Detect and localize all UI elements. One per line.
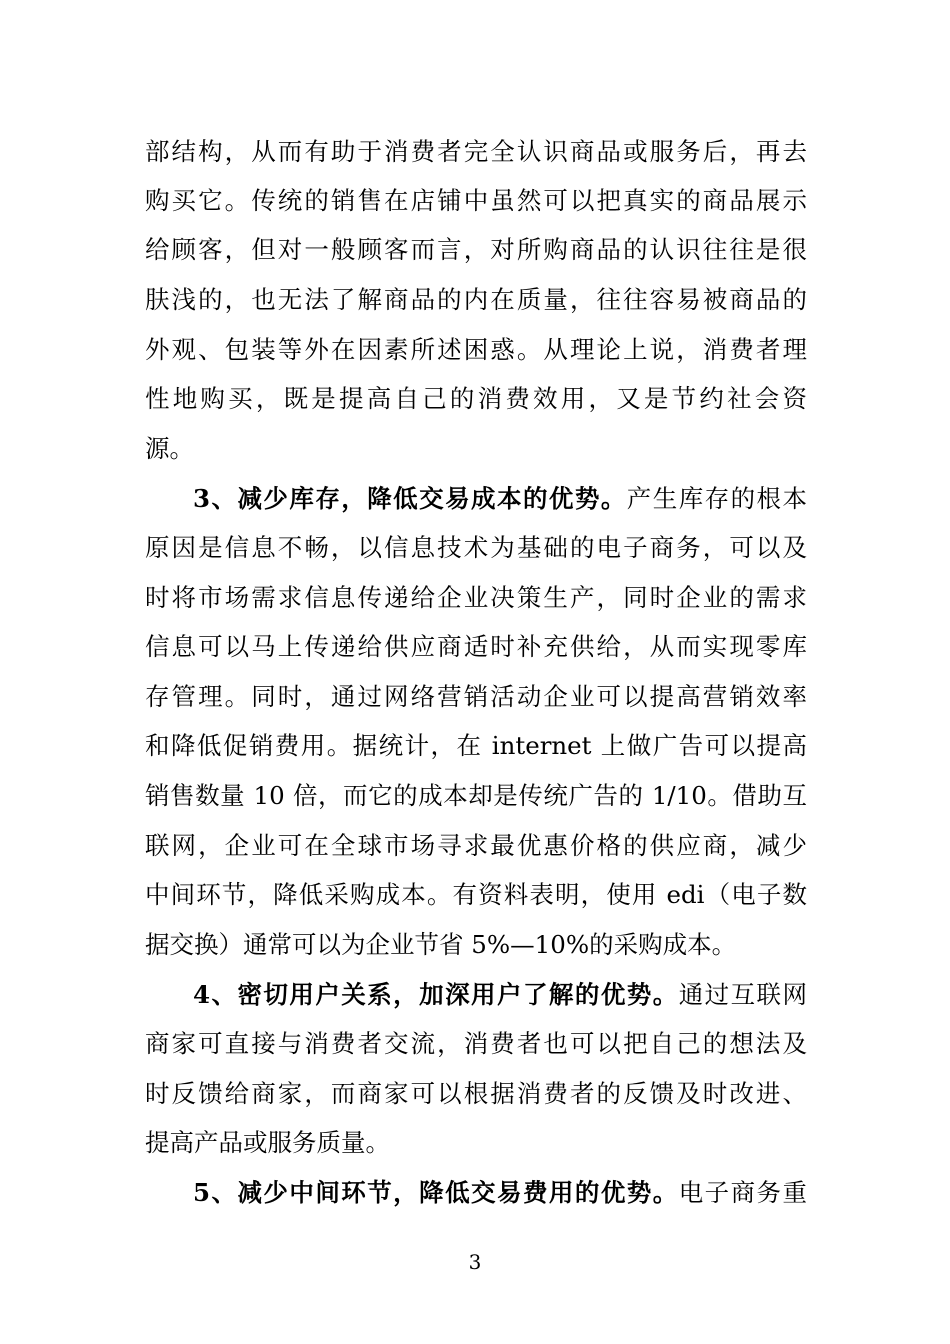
line-text: 时将市场需求信息传递给企业决策生产，同时企业的需求 — [145, 583, 807, 612]
line-text: 时反馈给商家，而商家可以根据消费者的反馈及时改进、 — [145, 1079, 807, 1108]
line-text: 和降低促销费用。据统计，在 internet 上做广告可以提高 — [145, 731, 807, 760]
text-line — [145, 880, 807, 910]
line-text: 销售数量 10 倍，而它的成本却是传统广告的 1/10。借助互 — [145, 781, 807, 810]
line-text: 源。 — [145, 434, 194, 463]
line-text: 联网，企业可在全球市场寻求最优惠价格的供应商，减少 — [145, 831, 807, 860]
page-number: 3 — [468, 1250, 482, 1274]
text-line — [145, 1128, 807, 1158]
section-3-heading: 3、减少库存，降低交易成本的优势。 — [193, 484, 627, 513]
line-text: 商家可直接与消费者交流，消费者也可以把自己的想法及 — [145, 1029, 807, 1058]
section-4-heading: 4、密切用户关系，加深用户了解的优势。 — [193, 980, 679, 1009]
line-text: 信息可以马上传递给供应商适时补充供给，从而实现零库 — [145, 632, 807, 661]
section-4-first-line — [193, 980, 807, 1010]
text-line — [145, 335, 807, 365]
text-line — [145, 682, 807, 712]
section-5-first-line — [193, 1178, 807, 1208]
text-line — [145, 384, 807, 414]
text-line — [145, 434, 807, 464]
text-line — [145, 583, 807, 613]
section-3-first-line — [193, 484, 807, 514]
line-text: 购买它。传统的销售在店铺中虽然可以把真实的商品展示 — [145, 186, 807, 215]
text-line — [145, 1029, 807, 1059]
text-line — [145, 1079, 807, 1109]
line-text: 部结构，从而有助于消费者完全认识商品或服务后，再去 — [145, 137, 807, 166]
text-line — [145, 533, 807, 563]
text-line — [145, 781, 807, 811]
line-text: 肤浅的，也无法了解商品的内在质量，往往容易被商品的 — [145, 285, 807, 314]
line-text: 外观、包装等外在因素所述困惑。从理论上说，消费者理 — [145, 335, 807, 364]
line-text: 性地购买，既是提高自己的消费效用，又是节约社会资 — [145, 384, 807, 413]
line-text: 提高产品或服务质量。 — [145, 1128, 390, 1157]
line-text: 给顾客，但对一般顾客而言，对所购商品的认识往往是很 — [145, 235, 807, 264]
line-text: 据交换）通常可以为企业节省 5%—10%的采购成本。 — [145, 930, 737, 959]
line-text: 通过互联网 — [678, 980, 808, 1009]
line-text: 电子商务重 — [678, 1178, 808, 1207]
text-line — [145, 235, 807, 265]
text-line — [145, 731, 807, 761]
text-line — [145, 285, 807, 315]
text-line — [145, 930, 807, 960]
line-text: 中间环节，降低采购成本。有资料表明，使用 edi（电子数 — [145, 880, 807, 909]
line-text: 原因是信息不畅，以信息技术为基础的电子商务，可以及 — [145, 533, 807, 562]
text-line — [145, 831, 807, 861]
line-text: 存管理。同时，通过网络营销活动企业可以提高营销效率 — [145, 682, 807, 711]
text-line — [145, 137, 807, 167]
line-text: 产生库存的根本 — [626, 484, 808, 513]
text-line — [145, 632, 807, 662]
text-line — [145, 186, 807, 216]
section-5-heading: 5、减少中间环节，降低交易费用的优势。 — [193, 1178, 679, 1207]
